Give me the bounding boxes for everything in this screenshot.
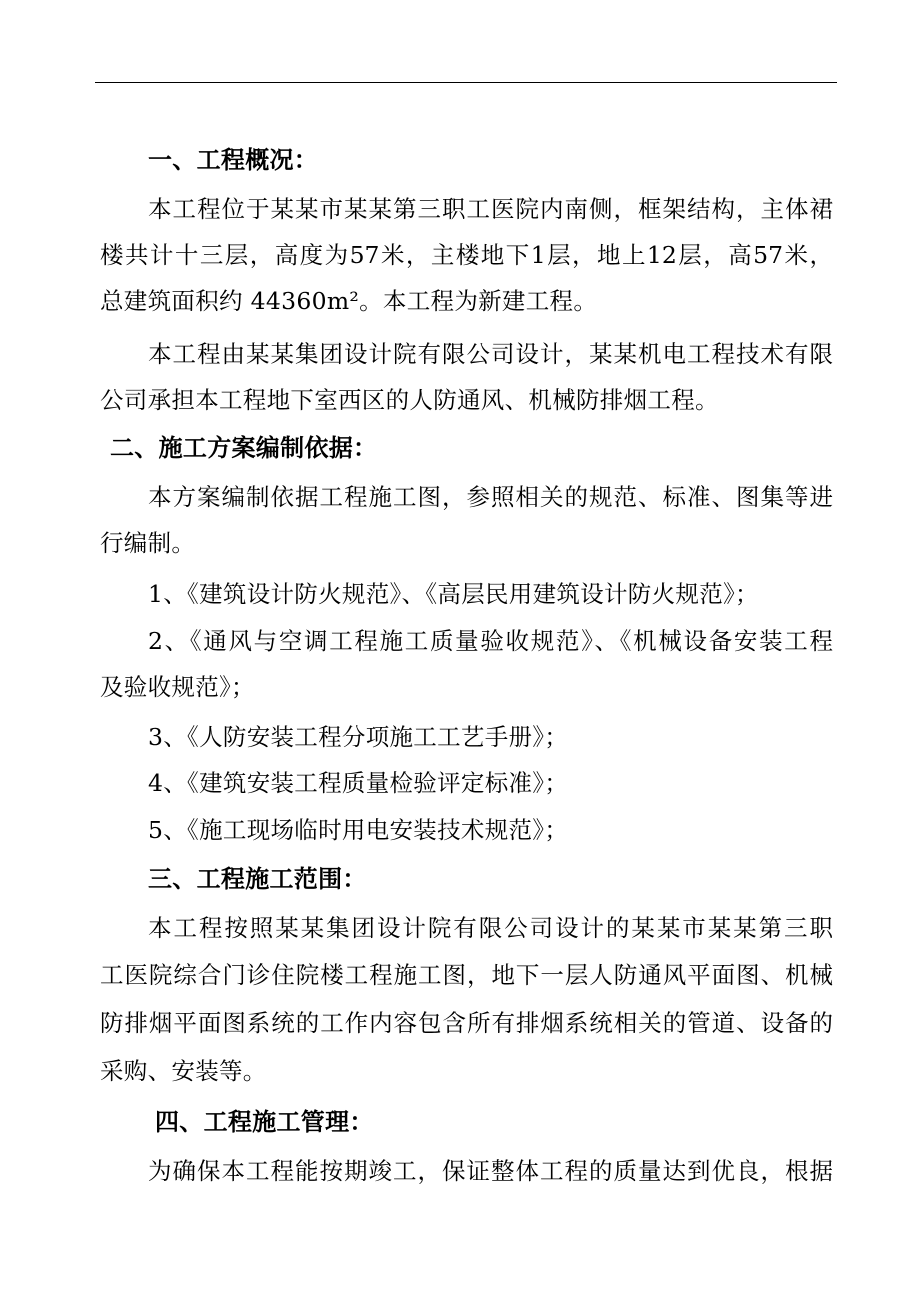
paragraph-line: 公司承担本工程地下室西区的人防通风、机械防排烟工程。 — [100, 386, 719, 414]
paragraph-line: 工医院综合门诊住院楼工程施工图，地下一层人防通风平面图、机械 — [100, 961, 833, 989]
paragraph-line: 采购、安装等。 — [100, 1057, 267, 1085]
section-heading-4: 四、工程施工管理： — [155, 1107, 374, 1136]
header-rule — [95, 82, 837, 83]
section-heading-1: 一、工程概况： — [148, 145, 319, 174]
reference-item-3: 3、《人防安装工程分项施工工艺手册》； — [148, 723, 569, 751]
reference-item-5: 5、《施工现场临时用电安装技术规范》； — [148, 816, 569, 844]
section-heading-3: 三、工程施工范围： — [148, 864, 367, 893]
reference-item-2-cont: 及验收规范》； — [100, 673, 255, 701]
reference-item-4: 4、《建筑安装工程质量检验评定标准》； — [148, 769, 569, 797]
paragraph-line: 行编制。 — [100, 529, 196, 557]
paragraph-line: 楼共计十三层，高度为57米，主楼地下1层，地上12层，高57米， — [100, 241, 833, 269]
paragraph-line: 防排烟平面图系统的工作内容包含所有排烟系统相关的管道、设备的 — [100, 1009, 833, 1037]
paragraph-line: 本工程按照某某集团设计院有限公司设计的某某市某某第三职 — [148, 914, 833, 942]
paragraph-line: 总建筑面积约 44360m²。本工程为新建工程。 — [100, 287, 598, 315]
paragraph-line: 本方案编制依据工程施工图，参照相关的规范、标准、图集等进 — [148, 483, 833, 511]
reference-item-1: 1、《建筑设计防火规范》、《高层民用建筑设计防火规范》； — [148, 580, 759, 608]
section-heading-2: 二、施工方案编制依据： — [110, 433, 378, 462]
paragraph-line: 为确保本工程能按期竣工，保证整体工程的质量达到优良，根据 — [148, 1157, 833, 1185]
paragraph-line: 本工程位于某某市某某第三职工医院内南侧，框架结构，主体裙 — [148, 195, 833, 223]
reference-item-2: 2、《通风与空调工程施工质量验收规范》、《机械设备安装工程 — [148, 627, 833, 655]
paragraph-line: 本工程由某某集团设计院有限公司设计，某某机电工程技术有限 — [148, 340, 833, 368]
